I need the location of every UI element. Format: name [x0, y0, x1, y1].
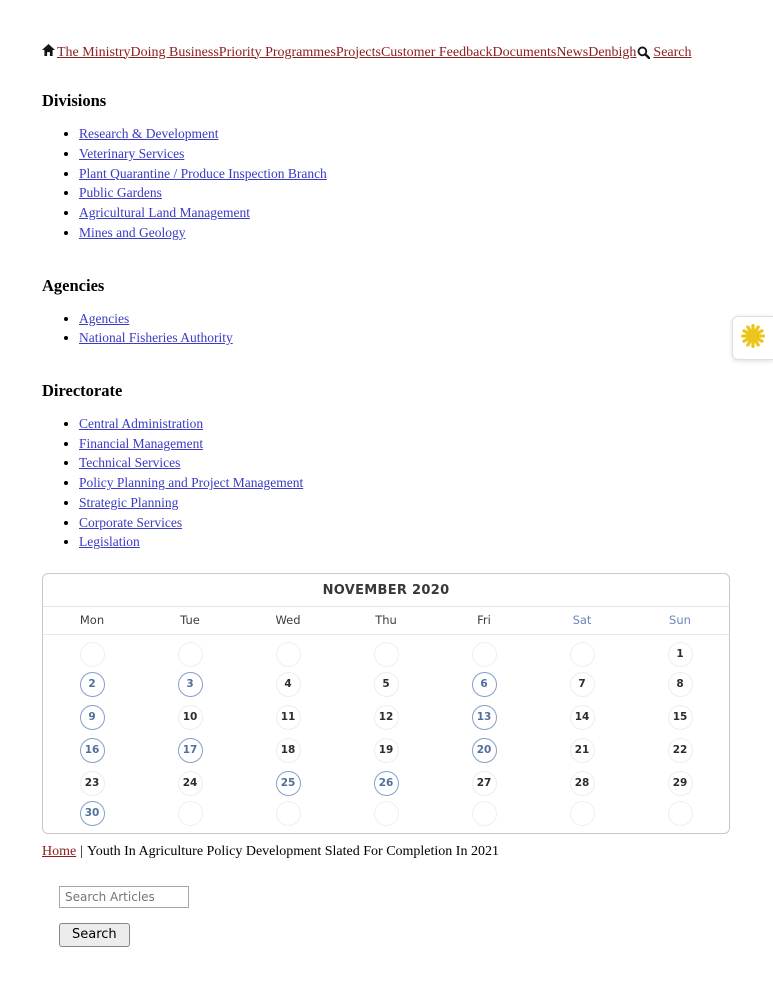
list-item	[79, 495, 730, 512]
calendar-day-10	[141, 701, 239, 734]
calendar-empty-cell	[533, 635, 631, 668]
nav-link-news[interactable]: News	[556, 44, 589, 60]
day-23: 23	[80, 771, 105, 796]
day-header-sat: Sat	[533, 607, 631, 635]
nav-link-projects[interactable]: Projects	[335, 44, 381, 60]
calendar-week	[43, 635, 729, 668]
empty-day-circle	[374, 801, 399, 826]
empty-day-circle	[276, 801, 301, 826]
calendar-day-19	[337, 734, 435, 767]
list-item	[79, 146, 730, 163]
link-technical-services[interactable]: Technical Services	[79, 455, 181, 471]
event-day-13[interactable]: 13	[472, 705, 497, 730]
calendar-empty-cell	[533, 800, 631, 833]
section-divisions	[42, 91, 730, 241]
breadcrumb-separator: |	[80, 843, 84, 859]
day-header-wed: Wed	[239, 607, 337, 635]
day-4: 4	[276, 672, 301, 697]
day-18: 18	[276, 738, 301, 763]
calendar-day-1	[631, 635, 729, 668]
calendar-day-16	[43, 734, 141, 767]
calendar-empty-cell	[337, 800, 435, 833]
link-public-gardens[interactable]: Public Gardens	[79, 185, 162, 201]
day-header-fri: Fri	[435, 607, 533, 635]
link-list-directorate	[42, 416, 730, 551]
calendar-title: NOVEMBER 2020	[43, 574, 729, 607]
list-item	[79, 455, 730, 472]
list-item	[79, 436, 730, 453]
calendar-day-26	[337, 767, 435, 800]
calendar-week	[43, 734, 729, 767]
calendar-empty-cell	[239, 635, 337, 668]
nav-link-customer-feedback[interactable]: Customer Feedback	[380, 44, 493, 60]
calendar-day-6	[435, 668, 533, 701]
accessibility-icon	[740, 323, 766, 354]
calendar-day-21	[533, 734, 631, 767]
home-icon	[42, 44, 55, 61]
day-5: 5	[374, 672, 399, 697]
calendar-empty-cell	[141, 635, 239, 668]
list-item	[79, 205, 730, 222]
empty-day-circle	[570, 642, 595, 667]
day-19: 19	[374, 738, 399, 763]
empty-day-circle	[276, 642, 301, 667]
empty-day-circle	[374, 642, 399, 667]
list-item	[79, 515, 730, 532]
calendar-day-29	[631, 767, 729, 800]
calendar-week	[43, 800, 729, 833]
link-plant-quarantine-produce-inspection-branch[interactable]: Plant Quarantine / Produce Inspection Branch	[79, 165, 327, 181]
link-list-divisions	[42, 126, 730, 241]
calendar-empty-cell	[141, 800, 239, 833]
day-11: 11	[276, 705, 301, 730]
link-strategic-planning[interactable]: Strategic Planning	[79, 494, 179, 510]
empty-day-circle	[178, 642, 203, 667]
calendar-week	[43, 767, 729, 800]
day-21: 21	[570, 738, 595, 763]
calendar-day-30	[43, 800, 141, 833]
day-header-tue: Tue	[141, 607, 239, 635]
calendar-week	[43, 701, 729, 734]
list-item	[79, 475, 730, 492]
calendar-day-2	[43, 668, 141, 701]
breadcrumb-current: Youth In Agriculture Policy Development Slated For Completion In 2021	[87, 843, 499, 859]
list-item	[79, 534, 730, 551]
empty-day-circle	[80, 642, 105, 667]
calendar-day-28	[533, 767, 631, 800]
nav-link-doing-business[interactable]: Doing Business	[130, 44, 219, 60]
nav-search-label: Search	[653, 44, 692, 60]
article-search-button[interactable]: Search	[59, 923, 130, 947]
empty-day-circle	[178, 801, 203, 826]
calendar-empty-cell	[239, 800, 337, 833]
breadcrumb	[42, 844, 730, 860]
calendar-empty-cell	[337, 635, 435, 668]
nav-search-link[interactable]	[637, 45, 691, 61]
calendar-day-9	[43, 701, 141, 734]
calendar-empty-cell	[435, 800, 533, 833]
calendar-day-12	[337, 701, 435, 734]
section-title-divisions: Divisions	[42, 91, 107, 111]
link-financial-management[interactable]: Financial Management	[79, 435, 204, 451]
list-item	[79, 330, 730, 347]
calendar-day-5	[337, 668, 435, 701]
calendar-day-8	[631, 668, 729, 701]
section-agencies	[42, 276, 730, 347]
day-12: 12	[374, 705, 399, 730]
event-day-3[interactable]: 3	[178, 672, 203, 697]
event-calendar	[42, 573, 730, 834]
calendar-table	[43, 607, 729, 833]
link-agencies[interactable]: Agencies	[79, 310, 130, 326]
nav-link-denbigh[interactable]: Denbigh	[588, 44, 637, 60]
calendar-day-18	[239, 734, 337, 767]
calendar-body	[43, 635, 729, 833]
day-8: 8	[668, 672, 693, 697]
list-item	[79, 166, 730, 183]
day-28: 28	[570, 771, 595, 796]
day-14: 14	[570, 705, 595, 730]
calendar-day-3	[141, 668, 239, 701]
day-10: 10	[178, 705, 203, 730]
link-national-fisheries-authority[interactable]: National Fisheries Authority	[79, 330, 233, 346]
nav-link-documents[interactable]: Documents	[492, 44, 557, 60]
day-header-thu: Thu	[337, 607, 435, 635]
event-day-2[interactable]: 2	[80, 672, 105, 697]
link-policy-planning-and-project-management[interactable]: Policy Planning and Project Management	[79, 475, 304, 491]
event-day-16[interactable]: 16	[80, 738, 105, 763]
event-day-25[interactable]: 25	[276, 771, 301, 796]
event-day-26[interactable]: 26	[374, 771, 399, 796]
event-day-20[interactable]: 20	[472, 738, 497, 763]
calendar-day-14	[533, 701, 631, 734]
link-research-development[interactable]: Research & Development	[79, 126, 219, 142]
calendar-day-25	[239, 767, 337, 800]
list-item	[79, 225, 730, 242]
day-29: 29	[668, 771, 693, 796]
breadcrumb-home-link[interactable]: Home	[42, 843, 77, 859]
link-mines-and-geology[interactable]: Mines and Geology	[79, 224, 186, 240]
link-veterinary-services[interactable]: Veterinary Services	[79, 145, 185, 161]
calendar-day-24	[141, 767, 239, 800]
day-7: 7	[570, 672, 595, 697]
calendar-day-17	[141, 734, 239, 767]
calendar-week	[43, 668, 729, 701]
link-legislation[interactable]: Legislation	[79, 534, 140, 550]
calendar-day-4	[239, 668, 337, 701]
section-directorate	[42, 381, 730, 551]
calendar-day-13	[435, 701, 533, 734]
list-item	[79, 416, 730, 433]
article-search-input[interactable]	[59, 886, 189, 908]
calendar-day-15	[631, 701, 729, 734]
calendar-day-23	[43, 767, 141, 800]
calendar-empty-cell	[435, 635, 533, 668]
nav-links	[57, 45, 636, 61]
empty-day-circle	[472, 801, 497, 826]
calendar-day-27	[435, 767, 533, 800]
day-header-mon: Mon	[43, 607, 141, 635]
empty-day-circle	[668, 801, 693, 826]
list-item	[79, 311, 730, 328]
empty-day-circle	[570, 801, 595, 826]
event-day-17[interactable]: 17	[178, 738, 203, 763]
link-list-agencies	[42, 311, 730, 347]
nav-link-priority-programmes[interactable]: Priority Programmes	[218, 44, 336, 60]
list-item	[79, 185, 730, 202]
day-24: 24	[178, 771, 203, 796]
day-header-sun: Sun	[631, 607, 729, 635]
event-day-6[interactable]: 6	[472, 672, 497, 697]
nav-link-the-ministry[interactable]: The Ministry	[57, 44, 131, 60]
top-nav	[42, 44, 730, 61]
home-link[interactable]	[42, 44, 55, 61]
day-27: 27	[472, 771, 497, 796]
day-22: 22	[668, 738, 693, 763]
list-item	[79, 126, 730, 143]
accessibility-widget[interactable]	[732, 316, 773, 360]
section-title-directorate: Directorate	[42, 380, 123, 400]
search-icon	[637, 46, 650, 59]
calendar-empty-cell	[631, 800, 729, 833]
empty-day-circle	[472, 642, 497, 667]
event-day-30[interactable]: 30	[80, 801, 105, 826]
link-corporate-services[interactable]: Corporate Services	[79, 514, 183, 530]
article-search	[59, 886, 730, 947]
calendar-day-22	[631, 734, 729, 767]
calendar-empty-cell	[43, 635, 141, 668]
calendar-day-11	[239, 701, 337, 734]
day-15: 15	[668, 705, 693, 730]
day-1: 1	[668, 642, 693, 667]
link-central-administration[interactable]: Central Administration	[79, 415, 204, 431]
link-agricultural-land-management[interactable]: Agricultural Land Management	[79, 205, 250, 221]
calendar-day-20	[435, 734, 533, 767]
calendar-day-headers	[43, 607, 729, 635]
sections	[42, 91, 730, 551]
calendar-day-7	[533, 668, 631, 701]
event-day-9[interactable]: 9	[80, 705, 105, 730]
section-title-agencies: Agencies	[42, 275, 105, 295]
